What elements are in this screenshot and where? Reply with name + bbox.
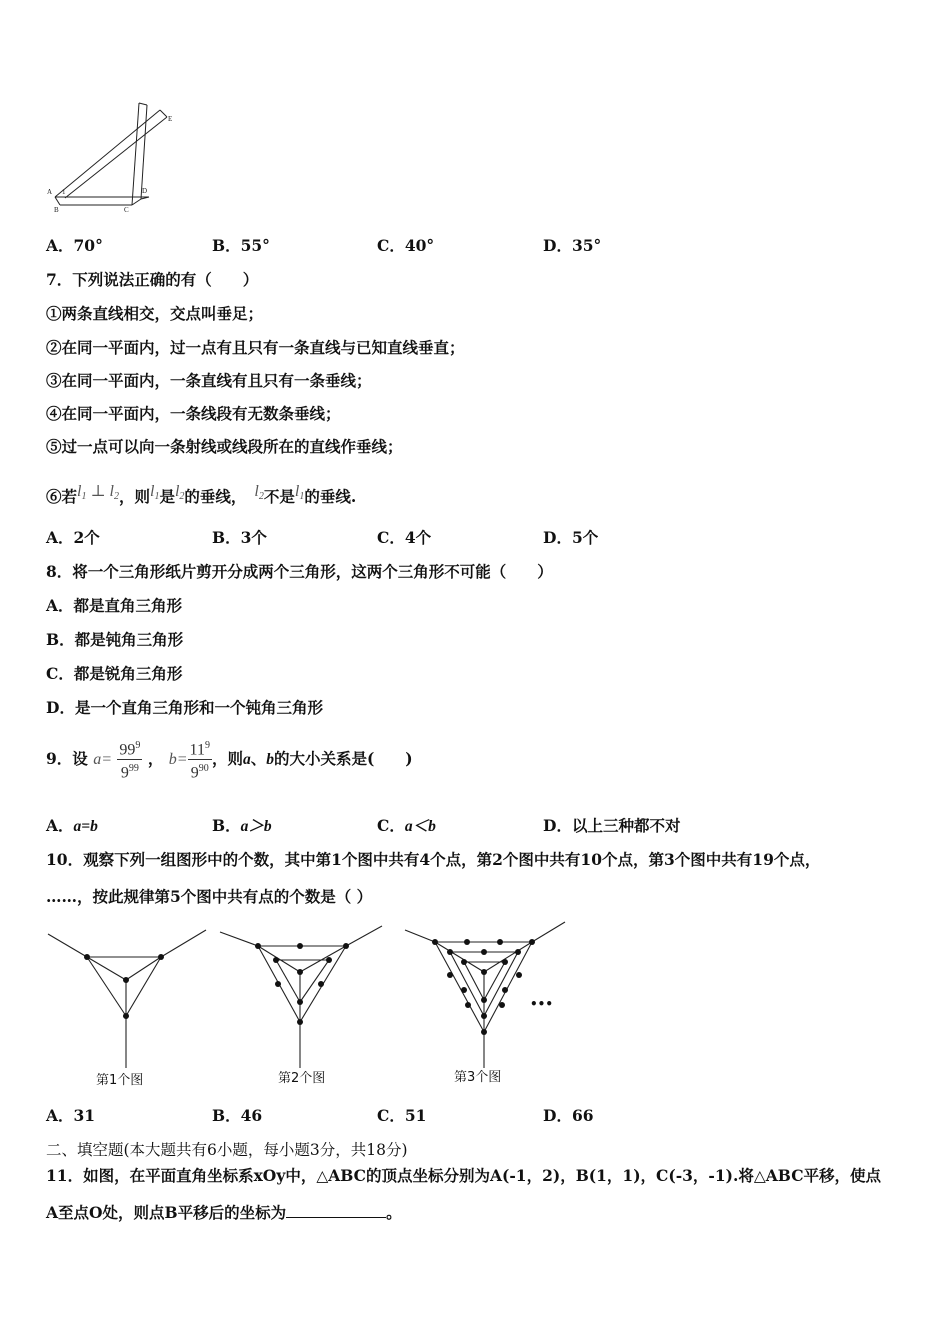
q7-item-1: ①两条直线相交，交点叫垂足；	[46, 304, 264, 323]
q7-stem: 7．下列说法正确的有（ ）	[46, 270, 259, 289]
fig3-dot	[502, 987, 508, 993]
l2-symbol: $l_2$	[174, 483, 185, 502]
l2-symbol-2: $l_2$	[254, 483, 264, 502]
q8-stem: 8．将一个三角形纸片剪开分成两个三角形，这两个三角形不可能（ ）	[46, 562, 553, 581]
fig1-dot	[123, 977, 129, 983]
figure-2-label: 第2个图	[278, 1071, 326, 1086]
answer-blank[interactable]	[286, 1203, 386, 1218]
label-c: C	[124, 206, 129, 214]
figure-1	[48, 930, 206, 1068]
q9-option-b[interactable]: B．a＞b	[212, 816, 272, 835]
q9-prefix: 9．设	[46, 748, 88, 768]
l1-symbol-3: $l_1$	[294, 483, 305, 502]
fig2-dot	[318, 981, 324, 987]
q10-line-2: ……，按此规律第5个图中共有点的个数是（ ）	[46, 887, 373, 906]
q9-eq-b: =	[176, 750, 188, 768]
q6-option-c[interactable]: C．40°	[377, 236, 435, 255]
label-d: D	[142, 187, 148, 195]
label-a: A	[47, 188, 53, 196]
l1-symbol: $l_1$ ⊥ $l_2$	[77, 483, 119, 502]
q6-option-b[interactable]: B．55°	[212, 236, 270, 255]
q7-option-b[interactable]: B．3个	[212, 528, 267, 547]
figure-1-label: 第1个图	[96, 1073, 144, 1088]
fig3-dot	[464, 939, 470, 945]
q10-option-a[interactable]: A．31	[46, 1106, 96, 1125]
strip-end	[160, 110, 167, 117]
figure-3	[405, 922, 565, 1068]
q10-line-1: 10．观察下列一组图形中的个数，其中第1个图中共有4个点，第2个图中共有10个点，第3个图中共有19个点，	[46, 850, 821, 869]
q9-fraction-b: $\frac{11^9}{9^{90}}$	[188, 737, 212, 783]
fig3-dot	[497, 939, 503, 945]
fig2-dot	[255, 943, 261, 949]
q6-option-a[interactable]: A．70°	[46, 236, 103, 255]
line-ab	[55, 197, 60, 205]
fig3-dot	[461, 959, 467, 965]
fig2-dot	[273, 957, 279, 963]
line-cd	[132, 199, 141, 205]
l1-symbol-2: $l_1$	[149, 483, 160, 502]
q7-item-3: ③在同一平面内，一条直线有且只有一条垂线；	[46, 371, 372, 390]
q7-item-6-then: ，则	[118, 487, 150, 506]
paper-right-edge	[141, 105, 147, 199]
q11-line-2: A至点O处，则点B平移后的坐标为 。	[46, 1203, 402, 1222]
paper-top-edge	[139, 103, 147, 105]
q7-item-6-perp: 的垂线，	[184, 487, 247, 506]
q7-item-2: ②在同一平面内，过一点有且只有一条直线与已知直线垂直；	[46, 338, 465, 357]
q7-item-6-not: 不是	[263, 487, 295, 506]
q7-option-a[interactable]: A．2个	[46, 528, 100, 547]
fig2-dot	[297, 969, 303, 975]
q10-option-b[interactable]: B．46	[212, 1106, 263, 1125]
q9-comma: ，	[147, 748, 164, 768]
q10-figures	[40, 920, 580, 1095]
q9-option-c[interactable]: C．a＜b	[377, 816, 436, 835]
q10-option-d[interactable]: D．66	[543, 1106, 594, 1125]
q7-option-c[interactable]: C．4个	[377, 528, 432, 547]
strip-upper-edge	[65, 117, 167, 198]
q8-option-b[interactable]: B．都是钝角三角形	[46, 630, 184, 649]
q7-item-4: ④在同一平面内，一条线段有无数条垂线；	[46, 404, 341, 423]
fig2-dot	[297, 1019, 303, 1025]
ellipsis: •••	[530, 997, 554, 1011]
q9-var-b: b	[168, 750, 177, 768]
fig3-dot	[481, 969, 487, 975]
fig2-dot	[297, 943, 303, 949]
fig3-dot	[481, 949, 487, 955]
q7-item-6-end: 的垂线.	[304, 487, 357, 506]
fig2-dot	[297, 999, 303, 1005]
fig3-dot	[481, 1029, 487, 1035]
fig3-dot	[515, 949, 521, 955]
q9-var-a: a	[93, 750, 102, 768]
section-2-title: 二、填空题(本大题共有6小题，每小题3分，共18分)	[46, 1141, 408, 1159]
q8-option-c[interactable]: C．都是锐角三角形	[46, 664, 183, 683]
q6-figure	[40, 95, 190, 220]
q9-option-a[interactable]: A．a=b	[46, 816, 98, 835]
fig3-dot	[502, 959, 508, 965]
q10-option-c[interactable]: C．51	[377, 1106, 427, 1125]
fig2-dot	[326, 957, 332, 963]
q9-fraction-a: $\frac{99^9}{9^{99}}$	[117, 737, 142, 783]
fig2-dot	[275, 981, 281, 987]
q11-line-1: 11．如图，在平面直角坐标系xOy中，△ABC的顶点坐标分别为A(-1，2)，B(1，1)，C(-3，-1).将△ABC平移，使点	[46, 1166, 882, 1185]
label-e: E	[168, 115, 173, 123]
q7-item-5: ⑤过一点可以向一条射线或线段所在的直线作垂线；	[46, 437, 403, 456]
label-angle-1: 1	[62, 188, 66, 196]
fig3-dot	[465, 1002, 471, 1008]
fig3-dot	[481, 1013, 487, 1019]
q6-option-d[interactable]: D．35°	[543, 236, 602, 255]
q7-item-6	[46, 482, 356, 507]
fig1-dot	[84, 954, 90, 960]
fig3-dot	[529, 939, 535, 945]
paper-left-edge	[132, 103, 139, 205]
label-b: B	[54, 206, 59, 214]
q8-option-d[interactable]: D．是一个直角三角形和一个钝角三角形	[46, 698, 323, 717]
fig3-dot	[447, 949, 453, 955]
fig3-dot	[516, 972, 522, 978]
fig2-dot	[343, 943, 349, 949]
q7-item-6-is: 是	[159, 487, 175, 506]
q8-option-a[interactable]: A．都是直角三角形	[46, 596, 183, 615]
fig3-dot	[447, 972, 453, 978]
q9-option-d[interactable]: D．以上三种都不对	[543, 816, 681, 835]
q9-eq-a: =	[101, 750, 112, 768]
q7-option-d[interactable]: D．5个	[543, 528, 599, 547]
q9-suffix: 的大小关系是( )	[273, 748, 413, 768]
fig3-dot	[461, 987, 467, 993]
fig3-dot	[499, 1002, 505, 1008]
fig3-dot	[432, 939, 438, 945]
fig3-dot	[481, 997, 487, 1003]
figure-3-label: 第3个图	[454, 1070, 502, 1085]
fig1-dot	[123, 1013, 129, 1019]
q9-stem: 9．设 a= $\frac{99^9}{9^{99}}$ ， b= $\frac{11^9}{9^{90}}$ ，则a、b的大小关系是( )	[46, 737, 413, 783]
fig1-dot	[158, 954, 164, 960]
q7-item-6-prefix: ⑥若	[46, 487, 78, 506]
